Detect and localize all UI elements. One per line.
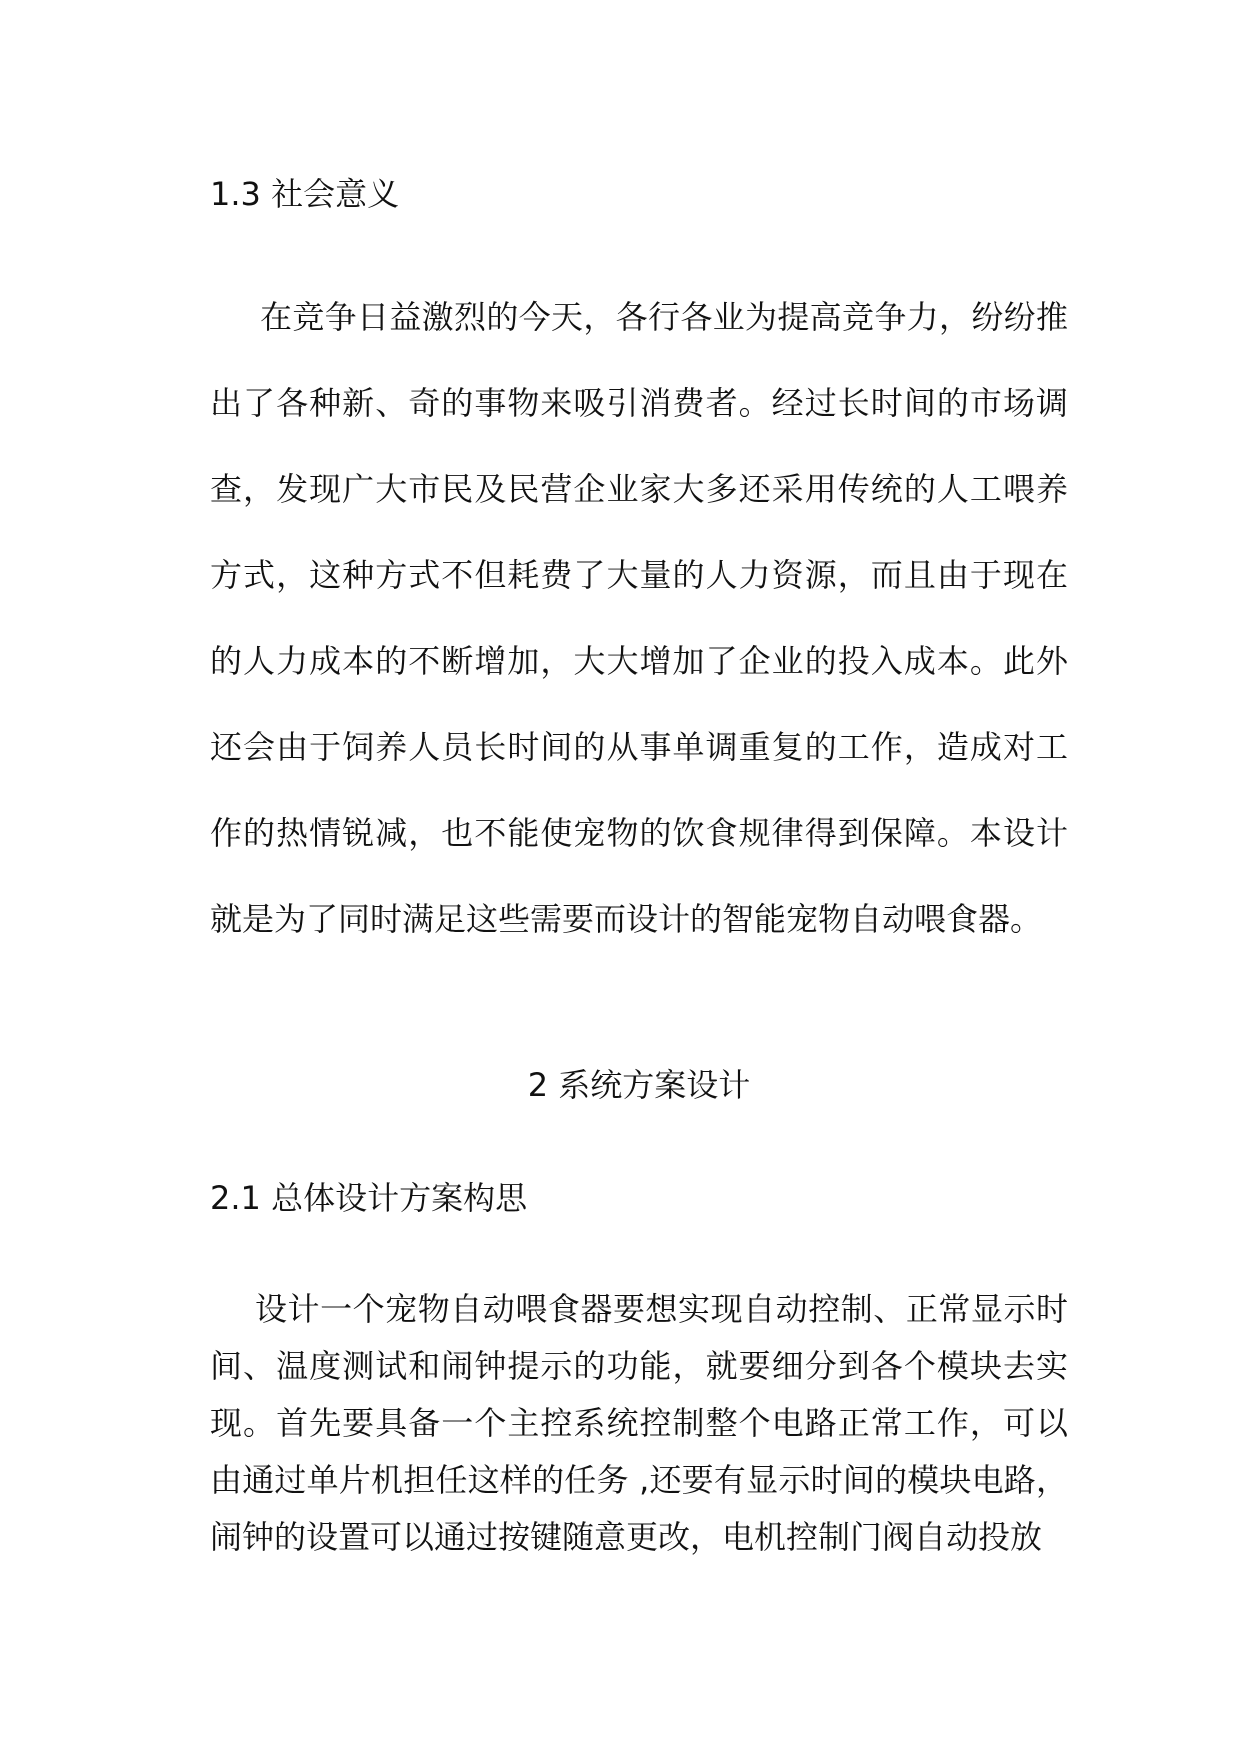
section-heading-1-3: 1.3 社会意义 bbox=[210, 175, 400, 213]
paragraph-overall-design: 设计一个宠物自动喂食器要想实现自动控制、正常显示时间、温度测试和闹钟提示的功能，就要细分到各个模块去实现。首先要具备一个主控系统控制整个电路正常工作，可以由通过单片机担任这样的任务 ,还要有显示时间的模块电路，闹钟的设置可以通过按键随意更改，电机控制门阀自动投放 bbox=[210, 1290, 1068, 1556]
section-heading-2-1: 2.1 总体设计方案构思 bbox=[210, 1179, 528, 1217]
chapter-heading-2: 2 系统方案设计 bbox=[527, 1066, 751, 1104]
paragraph-social-significance: 在竞争日益激烈的今天，各行各业为提高竞争力，纷纷推出了各种新、奇的事物来吸引消费者。经过长时间的市场调查，发现广大市民及民营企业家大多还采用传统的人工喂养方式，这种方式不但耗费了大量的人力资源，而且由于现在的人力成本的不断增加，大大增加了企业的投入成本。此外还会由于饲养人员长时间的从事单调重复的工作，造成对工作的热情锐减，也不能使宠物的饮食规律得到保障。本设计就是为了同时满足这些需要而设计的智能宠物自动喂食器。 bbox=[210, 298, 1068, 938]
